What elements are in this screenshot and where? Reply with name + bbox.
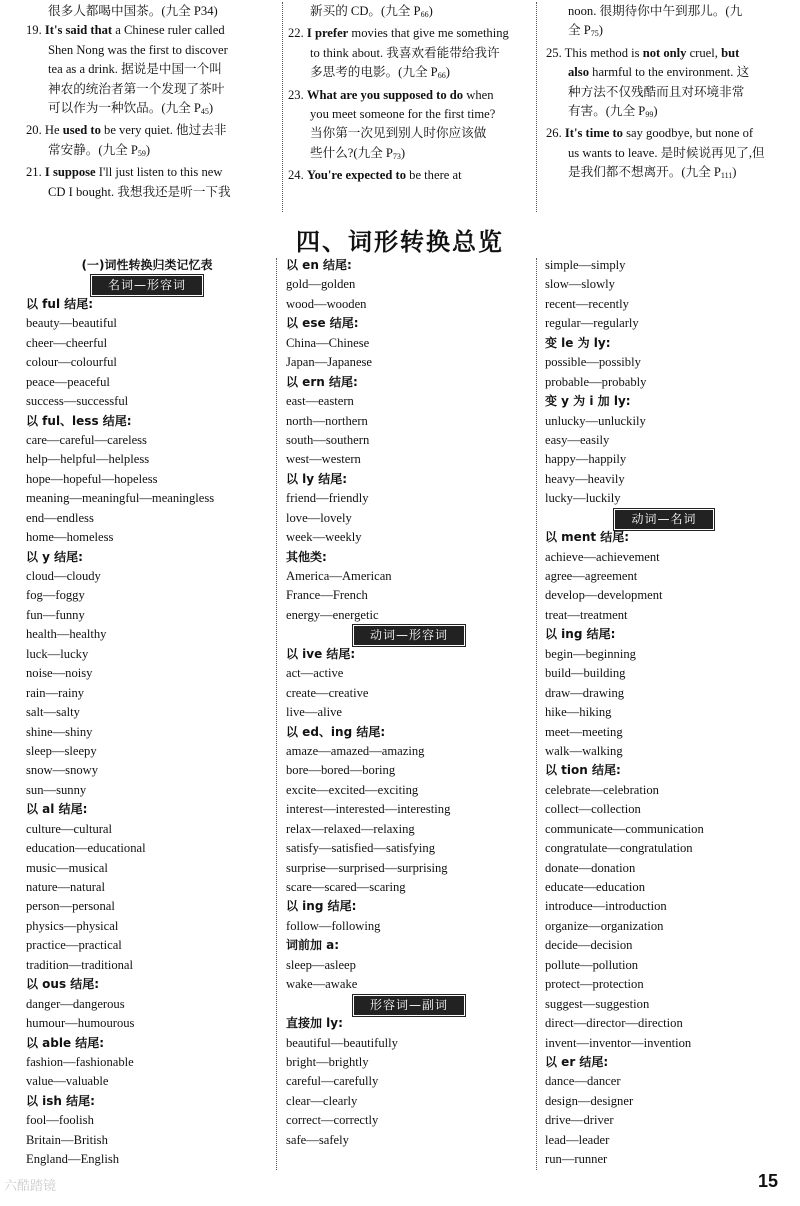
word-pair: excite—excited—exciting [286,782,419,797]
word-pair: fog—foggy [26,588,85,603]
text-segment: be there at [406,168,462,183]
word-pair: satisfy—satisfied—satisfying [286,841,436,856]
word-pair: draw—drawing [545,685,625,700]
text-segment: noon. 很期待你中午到那儿。(九 [568,4,743,18]
word-pair: sleep—sleepy [26,743,97,758]
example-line [26,99,274,121]
rule-heading [286,723,532,742]
word-pair: wood—wooden [286,296,367,311]
sentence-number: 23. [288,87,307,102]
text-segment: be very quiet. 他过去非 [100,123,227,138]
text-segment: 有害。(九全 P [568,104,646,119]
text-segment: 常安静。(九全 P [48,142,138,157]
top-divider-1 [282,2,283,212]
word-pair: introduce—introduction [545,899,667,914]
rule-heading-text: 以 ed、ing 结尾: [286,724,386,739]
list-divider-2 [536,258,537,1170]
example-line [26,163,274,182]
text-segment: 当你第一次见到别人时你应该做 [310,126,487,141]
rule-heading-text: 词前加 a: [286,938,340,953]
table-subtitle: (一)词性转换归类记忆表 [81,258,213,272]
word-list-column-1 [26,256,268,1170]
rule-heading-text: 其他类: [286,549,327,564]
word-pair: decide—decision [545,938,633,953]
rule-heading [286,470,532,489]
rule-heading-text: 以 ing 结尾: [286,899,357,914]
word-pair: China—Chinese [286,335,370,350]
sentence-number: 19. [26,23,45,38]
text-segment: say goodbye, but none of [622,126,754,141]
rule-heading [545,528,783,547]
word-pair: educate—education [545,880,645,894]
text-segment: but [721,45,740,60]
example-line [288,105,528,124]
word-pair: communicate—communication [545,821,704,836]
word-pair: Japan—Japanese [286,355,373,370]
top-divider-2 [536,2,537,212]
word-pair: protect—protection [545,977,644,992]
rule-heading [26,975,268,994]
category-label: 形容词—副词 [354,996,464,1015]
rule-heading-text: 以 ment 结尾: [545,530,630,545]
word-pair: home—homeless [26,530,114,545]
text-segment: 很多人都喝中国茶。(九全 P [48,4,201,18]
word-pair: east—eastern [286,394,354,409]
word-pair: energy—energetic [286,607,379,622]
rule-heading-text: 以 en 结尾: [286,258,352,272]
text-segment: He [44,123,63,138]
example-line [288,166,528,185]
category-label: 动词—形容词 [354,626,464,645]
sentence-number: 24. [288,168,307,183]
word-pair: suggest—suggestion [545,996,650,1011]
word-pair: unlucky—unluckily [545,413,646,428]
rule-heading [286,256,532,275]
text-segment: a Chinese ruler called [112,23,225,38]
word-pair: cheer—cheerful [26,335,108,350]
word-pair: end—endless [26,510,94,525]
key-phrase: I prefer [306,26,349,41]
text-segment: 种方法不仅残酷而且对环境非常 [568,84,745,99]
word-pair: safe—safely [286,1132,349,1147]
word-pair: sun—sunny [26,782,87,797]
rule-heading [545,761,783,780]
rule-heading [286,373,532,392]
text-segment: ) [208,101,214,116]
word-pair: live—alive [286,705,342,720]
example-line [26,183,274,202]
word-pair: careful—carefully [286,1074,379,1089]
word-pair: easy—easily [545,432,610,447]
word-pair: colour—colourful [26,355,117,370]
page-ref-sub: 66 [437,71,446,81]
example-line [26,2,274,21]
word-pair: meaning—meaningful—meaningless [26,491,215,506]
rule-heading [286,314,532,333]
key-phrase: It's said that [44,23,113,38]
page-ref-sub: 75 [590,29,599,39]
word-pair: possible—possibly [545,355,641,370]
word-pair: celebrate—celebration [545,782,659,797]
rule-heading-text: 以 ern 结尾: [286,374,358,389]
word-pair: achieve—achievement [545,549,660,564]
example-sentence [546,2,784,44]
rule-heading-text: 以 ish 结尾: [26,1093,95,1108]
example-line [26,141,274,163]
example-line [26,21,274,40]
word-pair: lead—leader [545,1132,610,1147]
example-sentence [288,2,528,24]
text-segment: 34 [200,4,214,18]
word-pair: design—designer [545,1093,634,1108]
word-pair: fool—foolish [26,1113,94,1128]
word-pair: England—English [26,1152,120,1167]
rule-heading-text: 以 al 结尾: [26,802,88,817]
example-sentence [26,163,274,202]
word-pair: love—lovely [286,510,352,525]
word-pair: correct—correctly [286,1113,379,1128]
word-pair: create—creative [286,685,369,700]
word-pair: beautiful—beautifully [286,1035,398,1050]
word-pair: humour—humourous [26,1016,135,1031]
example-sentence [288,24,528,85]
sentence-number: 25. [546,45,565,60]
word-pair: treat—treatment [545,607,628,622]
word-pair: salt—salty [26,705,80,720]
word-pair: fun—funny [26,607,85,622]
rule-heading-text: 以 y 结尾: [26,549,83,564]
section-title: 四、词形转换总览 [296,228,504,256]
example-line [288,144,528,166]
example-line [26,80,274,99]
text-segment: 可以作为一种饮品。(九全 P [48,101,201,116]
rule-heading-text: 以 er 结尾: [545,1054,609,1069]
text-segment: movies that give me something [348,26,509,41]
word-pair: recent—recently [545,296,629,311]
word-pair: organize—organization [545,918,664,933]
word-pair: value—valuable [26,1074,109,1089]
word-pair: cloud—cloudy [26,569,101,583]
rule-heading [286,548,532,567]
rule-heading [286,645,532,664]
word-pair: tradition—traditional [26,957,134,972]
rule-heading-text: 以 ful、less 结尾: [26,413,132,428]
word-pair: danger—dangerous [26,996,125,1011]
word-pair: meet—meeting [545,724,623,739]
example-line [26,41,274,60]
word-pair: person—personal [26,899,115,914]
category-label-box [286,995,532,1014]
rule-heading-text: 以 ous 结尾: [26,977,100,992]
text-segment: harmful to the environment. 这 [589,65,750,80]
word-pair: build—building [545,666,626,681]
word-pair: donate—donation [545,860,636,875]
word-pair: France—French [286,588,368,603]
example-line [546,21,784,43]
word-pair: fashion—fashionable [26,1054,134,1069]
word-pair: practice—practical [26,938,122,953]
example-line [288,2,528,24]
word-pair: interest—interested—interesting [286,802,451,817]
example-line [546,163,784,185]
word-pair: success—successful [26,394,129,409]
sentence-number: 20. [26,123,45,138]
word-pair: amaze—amazed—amazing [286,743,425,758]
word-pair: direct—director—direction [545,1016,683,1031]
word-pair: surprise—surprised—surprising [286,860,448,875]
word-pair: run—runner [545,1152,608,1167]
text-segment: Shen Nong was the first to discover [48,42,228,57]
key-phrase: It's time to [564,126,623,141]
word-pair: America—American [286,569,392,583]
text-segment: 全 P [568,23,591,38]
examples-column-1 [26,2,274,202]
text-segment: cruel, [686,45,722,60]
rule-heading-text: 直接加 ly: [286,1016,343,1031]
word-pair: friend—friendly [286,491,369,506]
word-pair: develop—development [545,588,663,603]
word-pair: drive—driver [545,1113,614,1128]
word-pair: bore—bored—boring [286,763,396,778]
word-pair: probable—probably [545,374,647,389]
category-label-box [545,509,783,528]
word-pair: peace—peaceful [26,374,110,389]
rule-heading-text: 变 y 为 i 加 ly: [545,394,631,409]
rule-heading [545,625,783,644]
word-pair: Britain—British [26,1132,108,1147]
word-pair: week—weekly [286,530,362,545]
text-segment: ) [653,104,658,119]
word-pair: walk—walking [545,743,623,758]
word-pair: music—musical [26,860,108,875]
rule-heading-text: 以 ive 结尾: [286,646,356,661]
word-pair: regular—regularly [545,316,639,331]
word-pair: bright—brightly [286,1054,369,1069]
rule-heading [545,392,783,411]
text-segment: ) [213,4,218,18]
example-line [26,60,274,79]
list-divider-1 [276,258,277,1170]
example-line [546,102,784,124]
page-number: 15 [757,1171,778,1191]
word-pair: follow—following [286,918,381,933]
text-segment: ) [732,165,737,180]
text-segment: us wants to leave. 是时候说再见了,但 [568,145,765,160]
rule-heading-text: 以 able 结尾: [26,1035,105,1050]
rule-heading-text: 以 ly 结尾: [286,471,348,486]
rule-heading [26,1034,268,1053]
word-pair: nature—natural [26,880,106,894]
category-label: 动词—名词 [615,510,712,529]
text-segment: ) [400,145,406,160]
text-segment: This method is [564,45,643,60]
word-pair: pollute—pollution [545,957,639,972]
page-ref-sub: 73 [392,151,401,161]
example-line [288,63,528,85]
key-phrase: used to [62,123,101,138]
rule-heading-text: 以 ese 结尾: [286,316,359,331]
rule-heading [26,800,268,819]
word-pair: simple—simply [545,258,626,272]
category-label: 名词—形容词 [92,276,202,295]
word-pair: luck—lucky [26,646,89,661]
rule-heading [26,412,268,431]
word-pair: lucky—luckily [545,491,621,506]
text-segment: ) [145,142,151,157]
word-pair: congratulate—congratulation [545,841,693,856]
word-pair: physics—physical [26,918,119,933]
text-segment: CD I bought. 我想我还是听一下我 [48,184,231,199]
key-phrase: What are you supposed to do [306,87,464,102]
page-ref-sub: 66 [420,10,429,19]
text-segment: also [568,65,589,80]
rule-heading [26,548,268,567]
rule-heading-text: 以 ful 结尾: [26,296,94,311]
word-pair: begin—beginning [545,646,636,661]
text-segment: not only [642,45,687,60]
word-list-column-2 [286,256,532,1150]
key-phrase: You're expected to [306,168,406,183]
key-phrase: I suppose [44,165,96,180]
rule-heading [26,1092,268,1111]
sentence-number: 21. [26,165,45,180]
example-line [288,124,528,143]
word-pair: heavy—heavily [545,471,625,486]
text-segment: tea as a drink. 据说是中国一个叫 [48,62,222,77]
word-pair: snow—snowy [26,763,99,778]
example-sentence [546,44,784,125]
page-ref-sub: 111 [720,171,733,181]
text-segment: 神农的统治者第一个发现了茶叶 [48,81,225,96]
sentence-number: 26. [546,126,565,141]
text-segment: you meet someone for the first time? [310,107,496,122]
watermark: 六酷踏镜 [4,1179,57,1194]
word-pair: agree—agreement [545,569,638,583]
word-pair: dance—dancer [545,1074,621,1089]
page-ref-sub: 99 [645,110,654,120]
page-ref-sub: 45 [200,107,209,117]
word-pair: help—helpful—helpless [26,452,150,467]
example-sentence [26,2,274,21]
examples-column-3 [546,2,784,186]
rule-heading [286,897,532,916]
example-line [546,2,784,21]
category-label-box [26,275,268,294]
word-pair: beauty—beautiful [26,316,117,331]
example-line [288,86,528,105]
word-pair: south—southern [286,432,370,447]
word-pair: act—active [286,666,344,681]
word-pair: sleep—asleep [286,957,356,972]
examples-column-2 [288,2,528,186]
rule-heading [26,295,268,314]
text-segment: ) [428,4,433,18]
rule-heading-text: 变 le 为 ly: [545,335,611,350]
example-line [546,83,784,102]
example-line [288,44,528,63]
word-pair: hike—hiking [545,705,612,720]
word-pair: slow—slowly [545,277,615,292]
text-segment: 些什么?(九全 P [310,145,393,160]
text-segment: 是我们都不想离开。(九全 P [568,165,721,180]
word-pair: noise—noisy [26,666,93,681]
page-ref-sub: 59 [137,148,146,158]
rule-heading [545,1053,783,1072]
text-segment: 多思考的电影。(九全 P [310,65,438,80]
word-pair: relax—relaxed—relaxing [286,821,415,836]
rule-heading-text: 以 tion 结尾: [545,763,621,778]
example-line [26,121,274,140]
example-line [546,144,784,163]
example-sentence [26,21,274,121]
text-segment: ) [598,23,603,38]
word-pair: hope—hopeful—hopeless [26,471,158,486]
rule-heading [545,334,783,353]
example-line [288,24,528,43]
word-pair: north—northern [286,413,368,428]
rule-heading [286,1014,532,1033]
text-segment: to think about. 我喜欢看能带给我许 [310,45,500,60]
example-sentence [546,124,784,185]
text-segment: I'll just listen to this new [95,165,223,180]
sentence-number: 22. [288,26,307,41]
word-pair: wake—awake [286,977,358,992]
example-sentence [288,166,528,185]
example-line [546,44,784,63]
word-pair: shine—shiny [26,724,93,739]
text-segment: 新买的 CD。(九全 P [310,4,421,18]
example-sentence [288,86,528,167]
rule-heading [286,936,532,955]
word-pair: happy—happily [545,452,627,467]
text-segment: when [463,87,494,102]
word-pair: care—careful—careless [26,432,147,447]
text-segment: ) [445,65,450,80]
word-pair: rain—rainy [26,685,85,700]
example-line [546,124,784,143]
word-pair: education—educational [26,841,146,856]
example-line [546,63,784,82]
word-pair: west—western [286,452,361,467]
example-sentence [26,121,274,163]
word-list-column-3 [545,256,783,1170]
word-pair: health—healthy [26,627,107,642]
word-pair: scare—scared—scaring [286,880,406,894]
rule-heading-text: 以 ing 结尾: [545,627,616,642]
category-label-box [286,625,532,644]
word-pair: gold—golden [286,277,356,292]
word-pair: clear—clearly [286,1093,358,1108]
word-pair: invent—inventor—invention [545,1035,692,1050]
word-pair: collect—collection [545,802,641,817]
word-pair: culture—cultural [26,821,113,836]
